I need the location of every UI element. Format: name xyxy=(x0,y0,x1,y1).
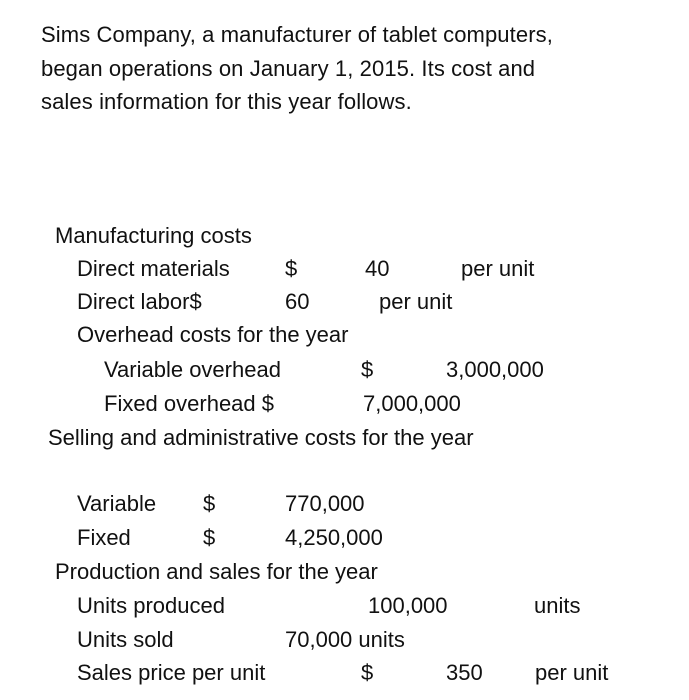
selling-variable-currency: $ xyxy=(203,491,216,516)
units-produced-value: 100,000 xyxy=(368,593,448,618)
intro-line-2: began operations on January 1, 2015. Its cost and xyxy=(41,55,536,81)
direct-labor-unit: per unit xyxy=(379,289,453,314)
variable-overhead-value: 3,000,000 xyxy=(446,357,544,382)
production-sales-heading: Production and sales for the year xyxy=(55,559,378,584)
variable-overhead-label: Variable overhead xyxy=(104,357,281,382)
sales-price-label: Sales price per unit xyxy=(77,660,266,685)
selling-fixed-currency: $ xyxy=(203,525,216,550)
selling-variable-value: 770,000 xyxy=(285,491,365,516)
direct-labor-label: Direct labor$ xyxy=(77,289,202,314)
direct-materials-unit: per unit xyxy=(461,256,535,281)
variable-overhead-currency: $ xyxy=(361,357,374,382)
intro-paragraph xyxy=(41,18,661,119)
sales-price-value: 350 xyxy=(446,660,483,685)
overhead-heading: Overhead costs for the year xyxy=(77,322,349,347)
units-produced-label: Units produced xyxy=(77,593,225,618)
direct-materials-value: 40 xyxy=(365,256,390,281)
direct-materials-currency: $ xyxy=(285,256,298,281)
selling-fixed-label: Fixed xyxy=(77,525,131,550)
units-sold-value: 70,000 units xyxy=(285,627,405,652)
selling-variable-label: Variable xyxy=(77,491,157,516)
intro-line-3: sales information for this year follows. xyxy=(41,89,412,114)
sales-price-unit: per unit xyxy=(535,660,609,685)
manufacturing-costs-heading: Manufacturing costs xyxy=(55,223,252,248)
units-produced-unit: units xyxy=(534,593,581,618)
units-sold-label: Units sold xyxy=(77,627,174,652)
direct-materials-label: Direct materials xyxy=(77,256,230,281)
intro-line-1: Sims Company, a manufacturer of tablet computers, xyxy=(41,22,553,47)
selling-fixed-value: 4,250,000 xyxy=(285,525,383,550)
selling-admin-heading: Selling and administrative costs for the year xyxy=(48,425,474,450)
sales-price-currency: $ xyxy=(361,660,374,685)
fixed-overhead-value: 7,000,000 xyxy=(363,391,461,416)
direct-labor-value: 60 xyxy=(285,289,310,314)
fixed-overhead-label: Fixed overhead $ xyxy=(104,391,274,416)
